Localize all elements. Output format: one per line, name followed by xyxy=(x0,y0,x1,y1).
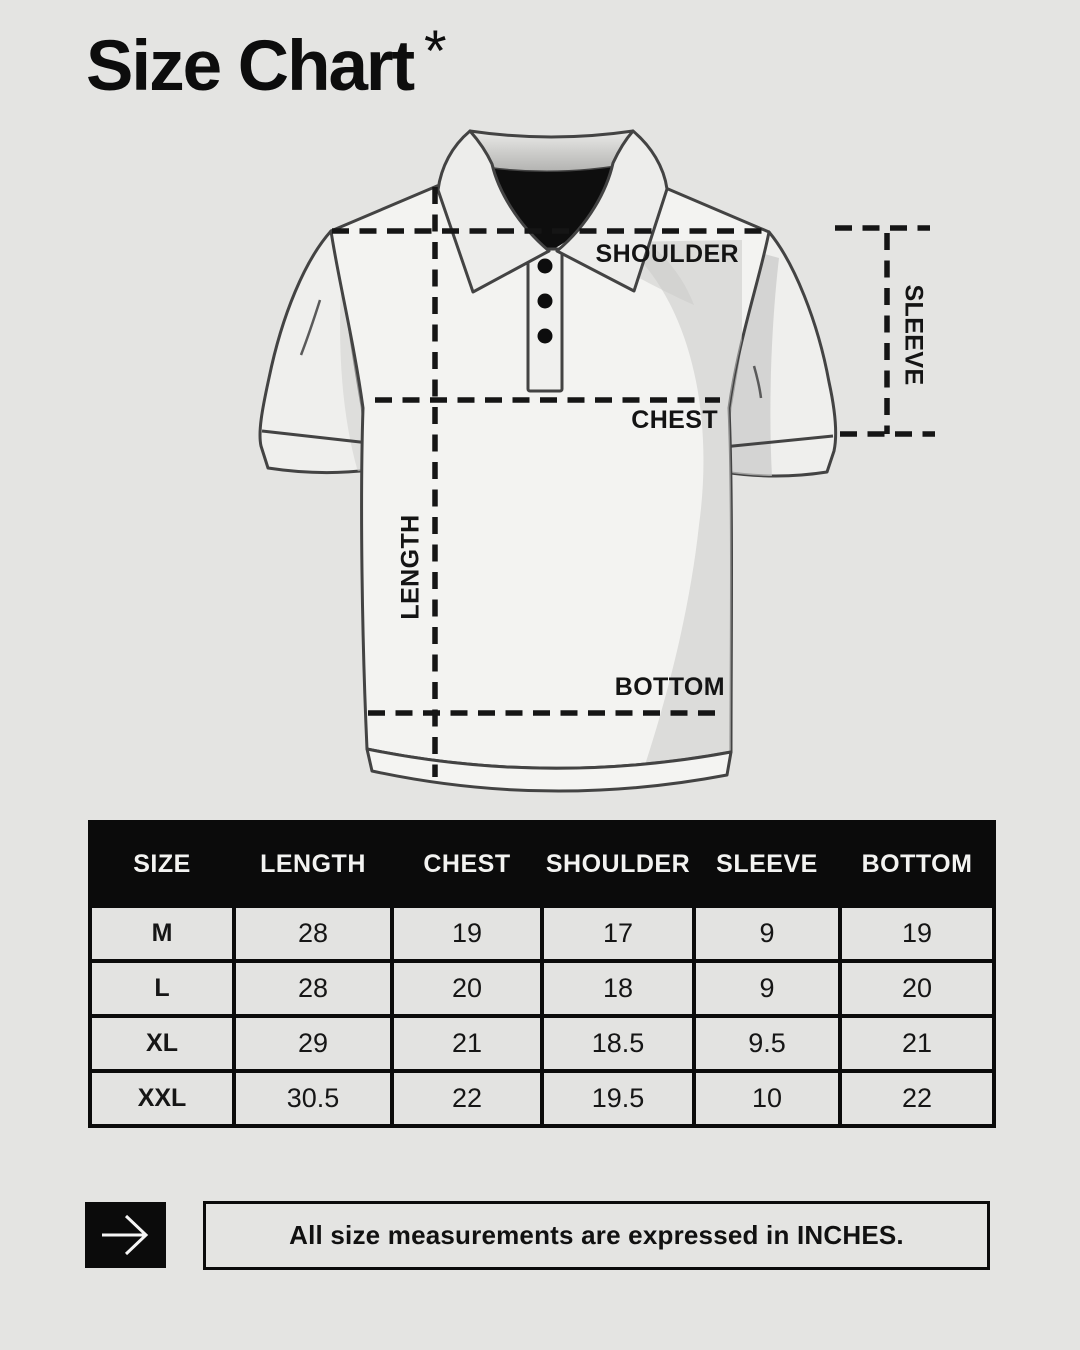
page-title: Size Chart xyxy=(86,27,414,106)
size-label-cell: XL xyxy=(90,1016,234,1071)
right-arrow-icon xyxy=(85,1202,166,1268)
measurement-cell: 10 xyxy=(694,1071,840,1126)
col-header-shoulder: SHOULDER xyxy=(542,822,694,906)
button xyxy=(538,294,553,309)
measurement-note: All size measurements are expressed in INCHES. xyxy=(289,1220,904,1250)
measurement-cell: 19.5 xyxy=(542,1071,694,1126)
measurement-cell: 18 xyxy=(542,961,694,1016)
col-header-size: SIZE xyxy=(90,822,234,906)
size-table-header-row xyxy=(90,822,994,906)
measurement-cell: 9 xyxy=(694,906,840,961)
measurement-cell: 28 xyxy=(234,961,392,1016)
measurement-cell: 28 xyxy=(234,906,392,961)
size-label-cell: M xyxy=(90,906,234,961)
table-row xyxy=(90,1071,994,1126)
measurement-cell: 21 xyxy=(392,1016,542,1071)
measurement-cell: 29 xyxy=(234,1016,392,1071)
measurement-cell: 18.5 xyxy=(542,1016,694,1071)
size-label-cell: L xyxy=(90,961,234,1016)
measurement-cell: 19 xyxy=(392,906,542,961)
size-table-body xyxy=(90,906,994,1126)
measurement-cell: 17 xyxy=(542,906,694,961)
measurement-cell: 22 xyxy=(392,1071,542,1126)
col-header-length: LENGTH xyxy=(234,822,392,906)
shoulder-label: SHOULDER xyxy=(595,240,739,268)
length-label: LENGTH xyxy=(396,514,425,620)
measurement-cell: 21 xyxy=(840,1016,994,1071)
measurement-cell: 30.5 xyxy=(234,1071,392,1126)
measurement-cell: 19 xyxy=(840,906,994,961)
size-table xyxy=(88,820,996,1128)
bottom-label: BOTTOM xyxy=(614,673,725,701)
measurement-cell: 9 xyxy=(694,961,840,1016)
col-header-sleeve: SLEEVE xyxy=(694,822,840,906)
size-label-cell: XXL xyxy=(90,1071,234,1126)
col-header-bottom: BOTTOM xyxy=(840,822,994,906)
measurement-cell: 20 xyxy=(840,961,994,1016)
measurement-cell: 9.5 xyxy=(694,1016,840,1071)
sleeve-label: SLEEVE xyxy=(899,284,928,386)
col-header-chest: CHEST xyxy=(392,822,542,906)
button xyxy=(538,259,553,274)
table-row xyxy=(90,961,994,1016)
chest-label: CHEST xyxy=(631,406,718,434)
table-row xyxy=(90,906,994,961)
table-row xyxy=(90,1016,994,1071)
arrow-tile xyxy=(85,1202,166,1268)
measurement-note-box xyxy=(203,1201,990,1270)
measurement-cell: 20 xyxy=(392,961,542,1016)
button xyxy=(538,329,553,344)
measurement-cell: 22 xyxy=(840,1071,994,1126)
title-asterisk: * xyxy=(424,19,447,84)
